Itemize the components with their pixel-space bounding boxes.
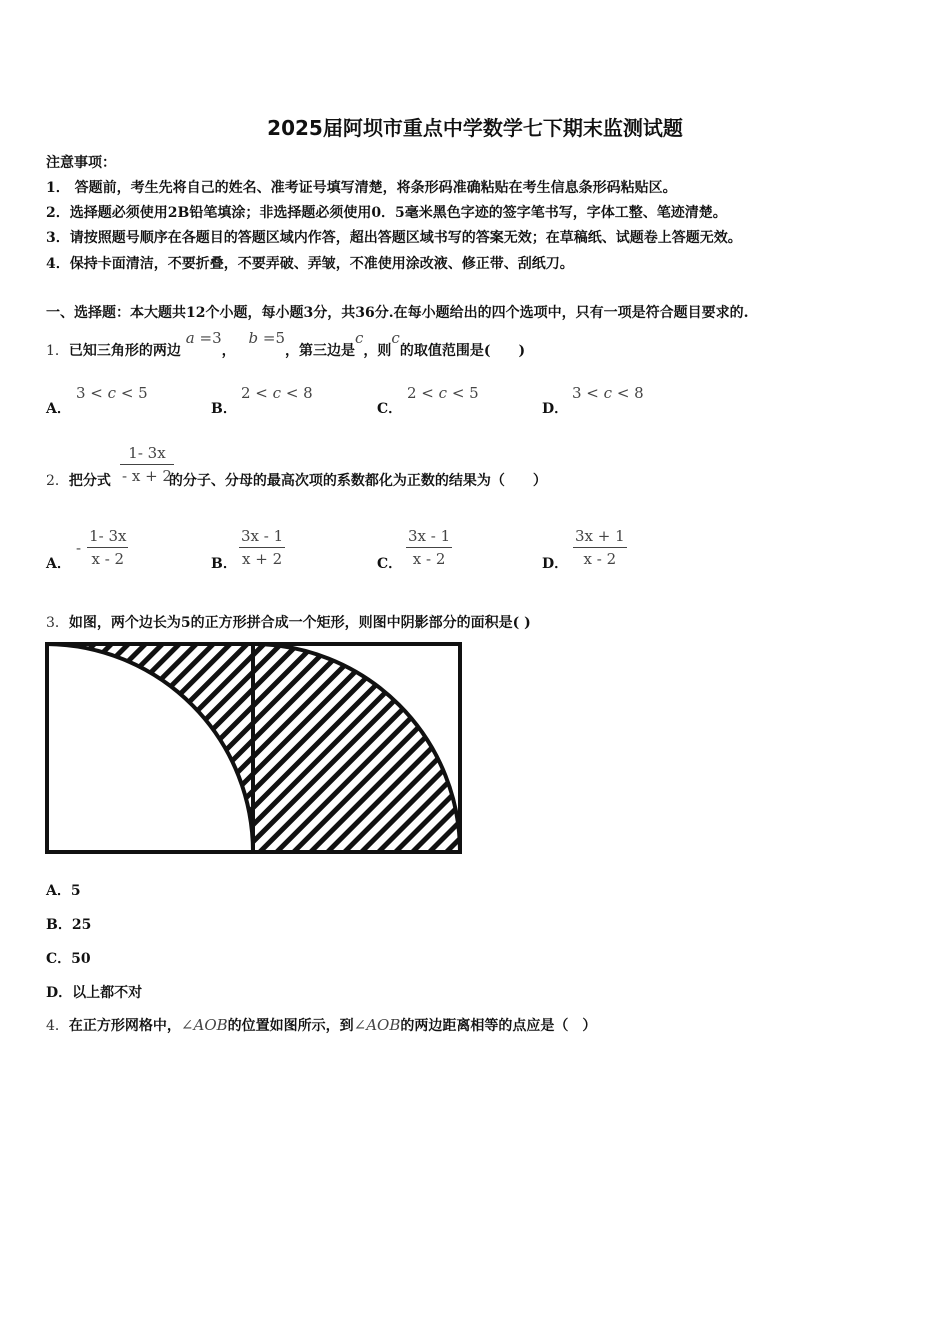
q3-option-d[interactable]: D．以上都不对 bbox=[46, 985, 143, 1001]
question-number: 2． bbox=[46, 473, 69, 489]
math-c: c bbox=[355, 329, 364, 347]
q1-option-d-expr: 3 < c < 8 bbox=[572, 384, 644, 402]
question-number: 1． bbox=[46, 343, 69, 359]
notice-item-2: 2．选择题必须使用2B铅笔填涂；非选择题必须使用0．5毫米黑色字迹的签字笔书写，字体工整、笔迹清楚。 bbox=[46, 205, 727, 221]
angle-aob: ∠AOB bbox=[180, 1016, 228, 1034]
q2-option-b[interactable]: B． bbox=[211, 556, 237, 572]
notice-item-4: 4．保持卡面清洁，不要折叠，不要弄破、弄皱，不准使用涂改液、修正带、刮纸刀。 bbox=[46, 256, 574, 272]
question-number: 3． bbox=[46, 615, 69, 631]
q2-option-c-expr: $\frac{3x - 1}{x - 2}$ bbox=[408, 527, 451, 568]
q1-option-b-expr: 2 < c < 8 bbox=[241, 384, 313, 402]
q3-option-b[interactable]: B．25 bbox=[46, 917, 92, 933]
q2-option-c[interactable]: C． bbox=[377, 556, 403, 572]
q3-option-c[interactable]: C．50 bbox=[46, 951, 91, 967]
question-number: 4． bbox=[46, 1018, 69, 1034]
math-b: b =5 bbox=[248, 329, 286, 347]
q1-option-c-expr: 2 < c < 5 bbox=[407, 384, 479, 402]
q2-option-a[interactable]: A． bbox=[46, 556, 71, 572]
shaded-squares-figure bbox=[44, 640, 464, 856]
math-c: c bbox=[391, 329, 400, 347]
notice-item-1: 1． 答题前，考生先将自己的姓名、准考证号填写清楚，将条形码准确粘贴在考生信息条形码粘贴区。 bbox=[46, 180, 677, 196]
q1-option-a[interactable]: A． bbox=[46, 401, 71, 417]
question-3: 3．如图，两个边长为5的正方形拼合成一个矩形，则图中阴影部分的面积是( ) bbox=[46, 615, 531, 631]
q2-fraction: $\frac{1- 3x}{- x + 2}$ bbox=[122, 444, 172, 485]
notice-item-3: 3．请按照题号顺序在各题目的答题区域内作答，超出答题区域书写的答案无效；在草稿纸、试题卷上答题无效。 bbox=[46, 230, 742, 246]
q2-option-d-expr: $\frac{3x + 1}{x - 2}$ bbox=[575, 527, 625, 568]
math-a: a =3 bbox=[185, 329, 222, 347]
q1-option-d[interactable]: D． bbox=[542, 401, 569, 417]
question-4: 4．在正方形网格中，∠AOB的位置如图所示，到∠AOB的两边距离相等的点应是（ ） bbox=[46, 1016, 597, 1034]
question-2: 2．把分式 的分子、分母的最高次项的系数都化为正数的结果为（ ） bbox=[46, 473, 547, 489]
section-heading: 一、选择题：本大题共12个小题，每小题3分，共36分.在每小题给出的四个选项中，只有一项是符合题目要求的. bbox=[46, 305, 749, 321]
question-1: 1．已知三角形的两边 a =3， b =5，第三边是c，则c的取值范围是( ) bbox=[46, 329, 526, 359]
q2-option-b-expr: $\frac{3x - 1}{x + 2}$ bbox=[241, 527, 284, 568]
q2-option-d[interactable]: D． bbox=[542, 556, 569, 572]
angle-aob: ∠AOB bbox=[353, 1016, 401, 1034]
q1-option-b[interactable]: B． bbox=[211, 401, 237, 417]
q1-option-c[interactable]: C． bbox=[377, 401, 403, 417]
q3-option-a[interactable]: A．5 bbox=[46, 883, 81, 899]
q1-option-a-expr: 3 < c < 5 bbox=[76, 384, 148, 402]
notice-heading: 注意事项： bbox=[46, 155, 116, 171]
page-title: 2025届阿坝市重点中学数学七下期末监测试题 bbox=[267, 116, 683, 140]
q2-option-a-expr: - $\frac{1- 3x}{x - 2}$ bbox=[76, 527, 127, 568]
